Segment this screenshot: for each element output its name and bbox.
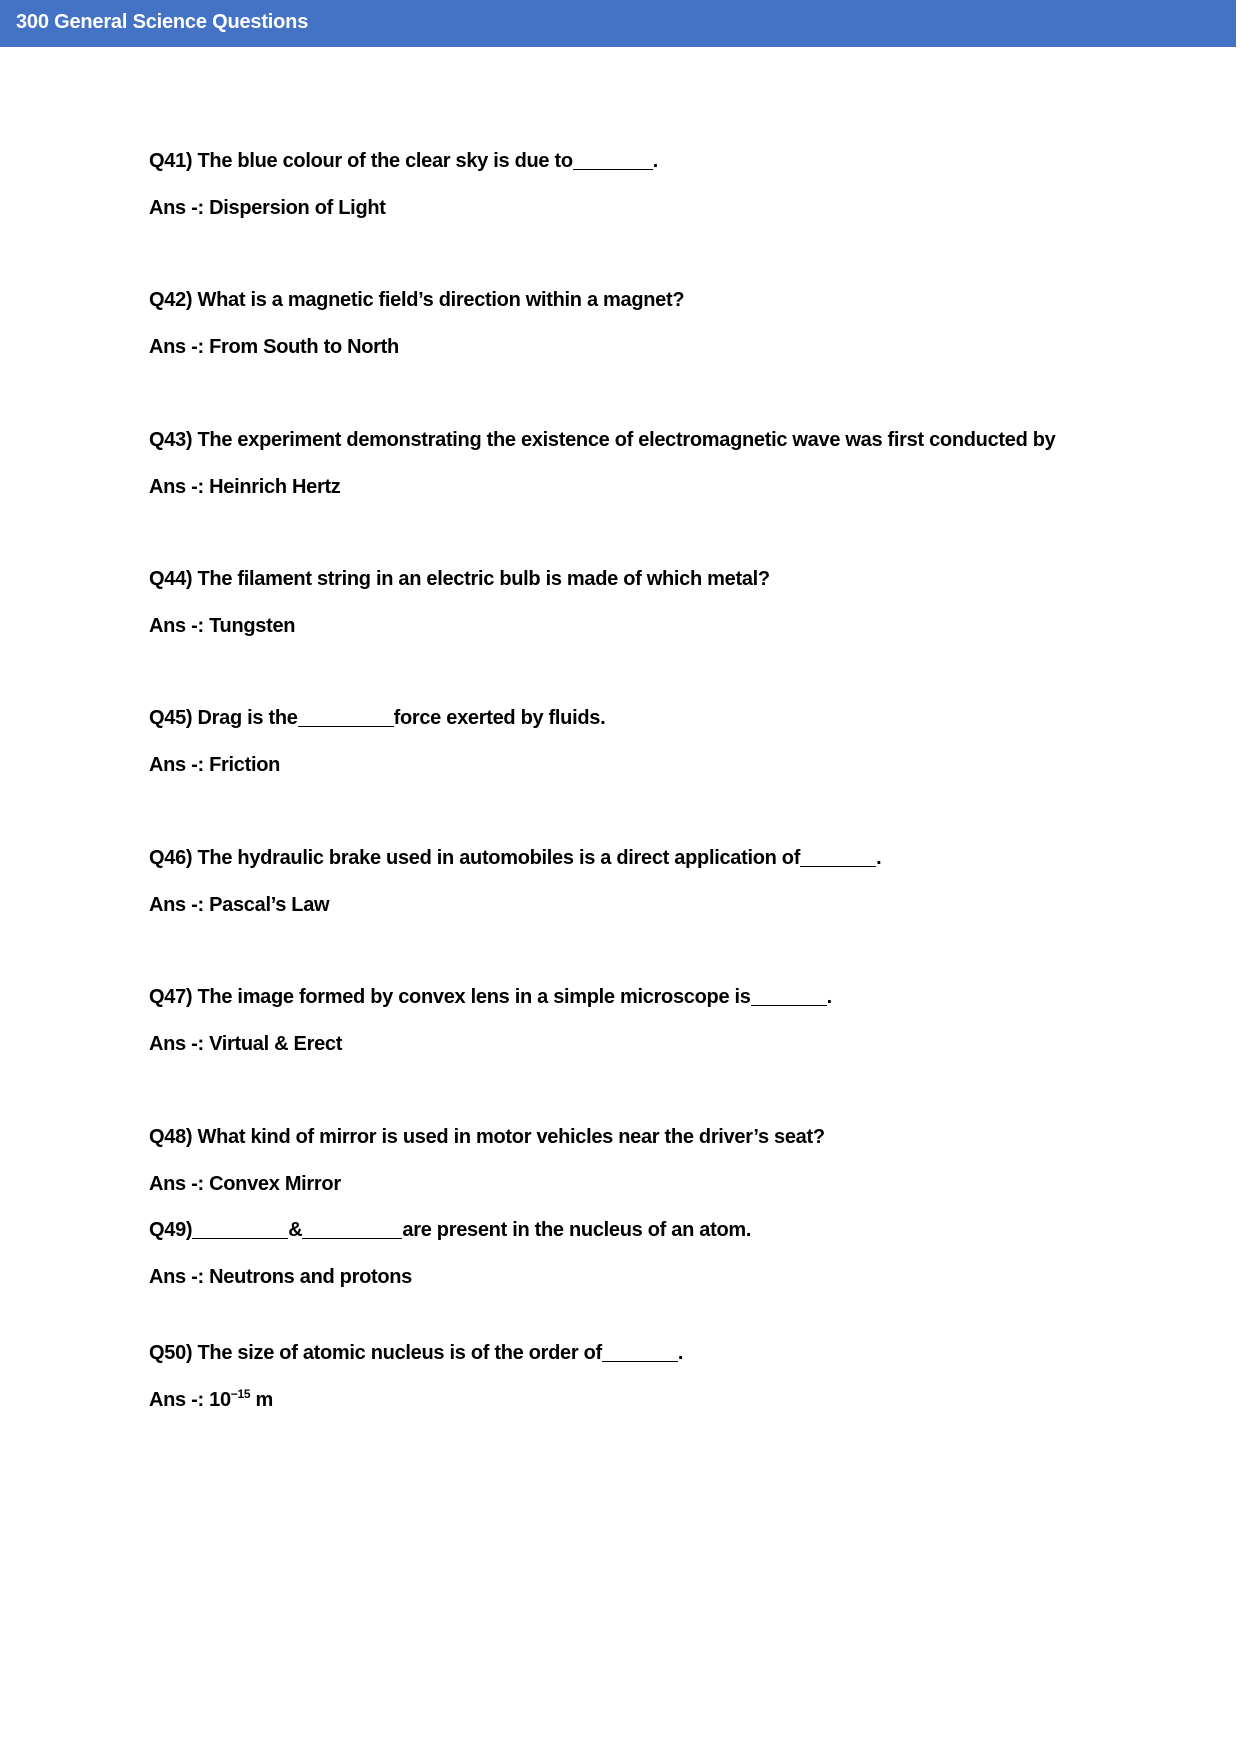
question-45 (149, 707, 605, 730)
question-mid: & (288, 1219, 303, 1241)
question-text: Q49) (149, 1219, 193, 1241)
question-text: Q47) The image formed by convex lens in a simple microscope is (149, 986, 751, 1008)
answer-blank (573, 151, 653, 170)
answer-44: Ans -: Tungsten (149, 615, 296, 637)
question-text: Q46) The hydraulic brake used in automobiles is a direct application of (149, 847, 801, 869)
answer-unit: m (250, 1389, 273, 1411)
question-suffix: . (677, 1342, 684, 1364)
question-suffix: force exerted by fluids. (393, 707, 606, 729)
answer-45: Ans -: Friction (149, 754, 281, 776)
answer-exponent: −15 (230, 1387, 251, 1401)
question-49 (149, 1219, 751, 1242)
answer-49: Ans -: Neutrons and protons (149, 1266, 413, 1288)
answer-blank-2 (302, 1220, 402, 1239)
answer-blank (800, 848, 876, 867)
answer-50 (149, 1389, 273, 1412)
answer-46: Ans -: Pascal’s Law (149, 894, 330, 916)
answer-blank-1 (192, 1220, 288, 1239)
question-suffix: . (652, 150, 659, 172)
question-46 (149, 847, 881, 870)
answer-43: Ans -: Heinrich Hertz (149, 476, 341, 498)
question-suffix: . (876, 847, 882, 869)
question-48: Q48) What kind of mirror is used in motor vehicles near the driver’s seat? (149, 1126, 825, 1148)
question-41 (149, 150, 658, 173)
question-text: Q50) The size of atomic nucleus is of the order of (149, 1342, 602, 1364)
question-50 (149, 1342, 683, 1365)
question-43: Q43) The experiment demonstrating the existence of electromagnetic wave was first conducted by (149, 429, 1056, 451)
document-title: 300 General Science Questions (16, 11, 309, 33)
answer-47: Ans -: Virtual & Erect (149, 1033, 343, 1055)
question-suffix: . (826, 986, 832, 1008)
question-text: Q45) Drag is the (149, 707, 298, 729)
question-suffix: are present in the nucleus of an atom. (402, 1219, 752, 1241)
answer-blank (298, 708, 394, 727)
answer-48: Ans -: Convex Mirror (149, 1173, 341, 1195)
answer-42: Ans -: From South to North (149, 336, 399, 358)
answer-text: Ans -: 10 (149, 1389, 231, 1411)
answer-blank (602, 1343, 678, 1362)
question-text: Q41) The blue colour of the clear sky is due to (149, 150, 573, 172)
document-header-bar (0, 0, 1236, 47)
question-47 (149, 986, 832, 1009)
answer-blank (751, 987, 827, 1006)
question-44: Q44) The filament string in an electric bulb is made of which metal? (149, 568, 770, 590)
answer-41: Ans -: Dispersion of Light (149, 197, 386, 219)
question-42: Q42) What is a magnetic field’s direction within a magnet? (149, 289, 685, 311)
